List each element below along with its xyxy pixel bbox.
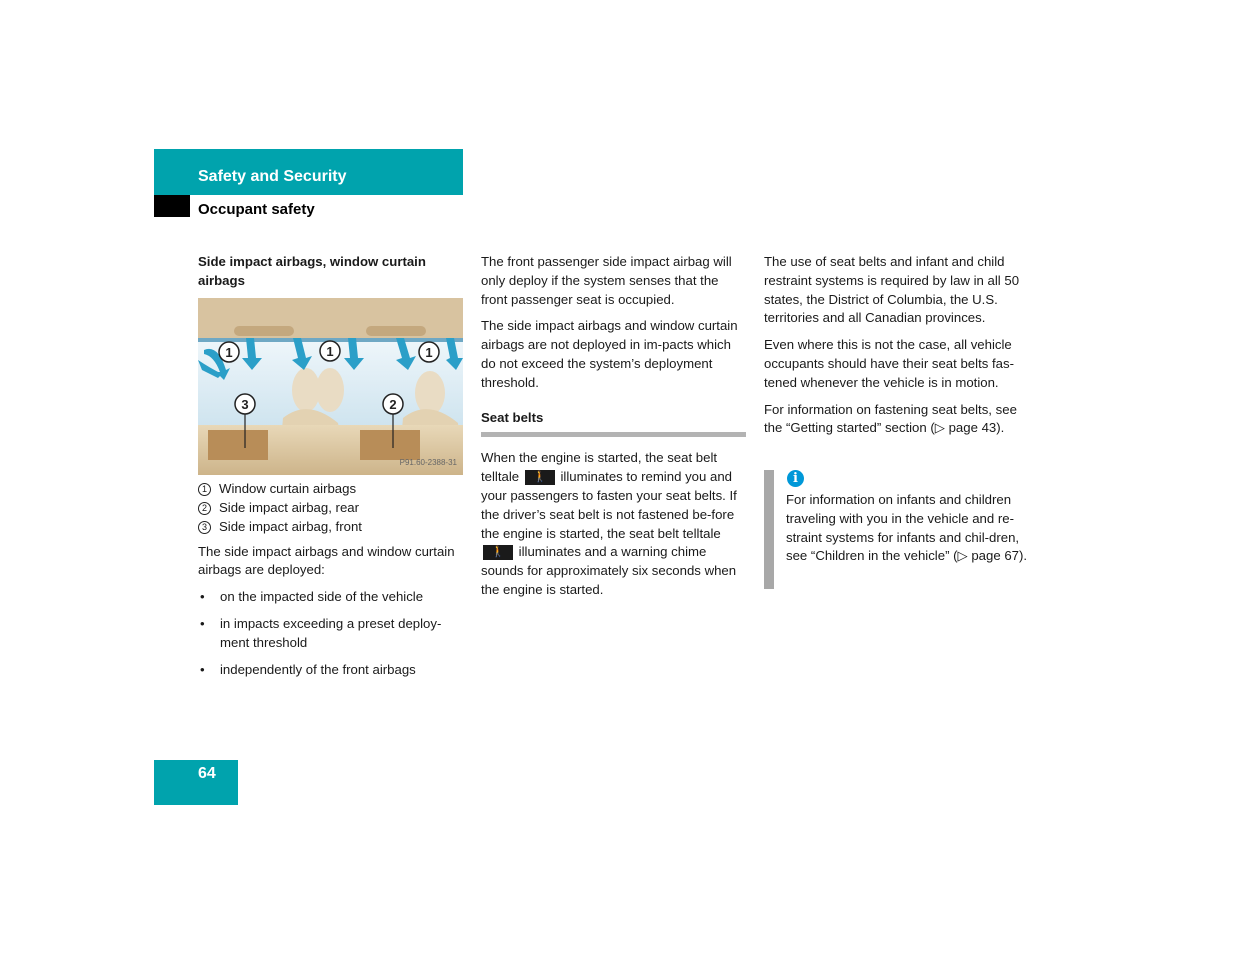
legend-number: 3 — [198, 521, 211, 534]
deploy-list — [198, 588, 463, 679]
list-item: • independently of the front airbags — [198, 661, 463, 680]
page-number: 64 — [198, 765, 216, 782]
column-1 — [198, 253, 463, 687]
legend-text: Side impact airbag, front — [219, 518, 362, 534]
airbag-illustration — [198, 298, 463, 475]
law-text: The use of seat belts and infant and child restraint systems is required by law in all 50 states, the District of Columbia, the U.S. territories and all Canadian provinces. — [764, 254, 1020, 326]
figure-code: P91.60-2388-31 — [399, 457, 457, 467]
column-2 — [481, 253, 746, 608]
info-text: For information on infants and children traveling with you in the vehicle and re-straint systems for infants and chil-dren, see “Children in the vehicle” (▷ page 67). — [786, 492, 1028, 564]
subsection-title: Occupant safety — [198, 201, 315, 218]
seat-belt-telltale-icon: 🚶 — [525, 470, 555, 485]
legend — [198, 480, 463, 537]
deploy-intro: The side impact airbags and window curtain airbags are deployed: — [198, 543, 455, 578]
airbag-diagram — [198, 298, 463, 475]
list-item: • in impacts exceeding a preset deploy-ment threshold — [198, 615, 463, 653]
legend-number: 1 — [198, 483, 211, 496]
threshold-text: The side impact airbags and window curtain airbags are not deployed in im-pacts which do not exceed the system’s deployment threshold. — [481, 318, 738, 390]
page-number-box — [154, 760, 238, 805]
subsection-marker — [154, 195, 190, 217]
airbag-heading: Side impact airbags, window curtain airbags — [198, 254, 426, 288]
svg-text:1: 1 — [326, 343, 334, 359]
svg-text:1: 1 — [225, 344, 233, 360]
info-box — [764, 470, 1034, 589]
legend-item — [198, 518, 463, 537]
seat-belt-text-part: illuminates and a warning chime sounds for approximately six seconds when the engine is started. — [481, 544, 737, 597]
list-item: • on the impacted side of the vehicle — [198, 588, 463, 607]
passenger-airbag-text: The front passenger side impact airbag will only deploy if the system senses that the front passenger seat is occupied. — [481, 254, 732, 307]
seat-belt-text-part: When the engine is started, the seat belt telltale — [481, 450, 718, 485]
legend-text: Side impact airbag, rear — [219, 499, 360, 515]
seat-belt-text — [481, 449, 746, 599]
column-3 — [764, 253, 1034, 446]
legend-number: 2 — [198, 502, 211, 515]
fastening-reference-text: For information on fastening seat belts, see the “Getting started” section (▷ page 43). — [764, 401, 1017, 436]
legend-text: Window curtain airbags — [219, 480, 357, 496]
legend-item — [198, 480, 463, 499]
occupants-text: Even where this is not the case, all vehicle occupants should have their seat belts fas-tened whenever the vehicle is in motion. — [764, 337, 1014, 390]
svg-text:3: 3 — [241, 396, 249, 412]
svg-text:2: 2 — [389, 396, 397, 412]
seat-belt-telltale-icon: 🚶 — [483, 545, 513, 560]
section-title: Safety and Security — [198, 168, 347, 185]
legend-item — [198, 499, 463, 518]
seat-belts-heading: Seat belts — [481, 409, 746, 438]
svg-text:1: 1 — [425, 344, 433, 360]
info-bar — [764, 470, 774, 589]
seat-belt-text-part: illuminates to remind you and your passengers to fasten your seat belts. If the driver’s seat belt is not fastened be-fore the engine is started, the seat belt telltale — [481, 469, 737, 541]
info-icon: i — [787, 470, 804, 487]
